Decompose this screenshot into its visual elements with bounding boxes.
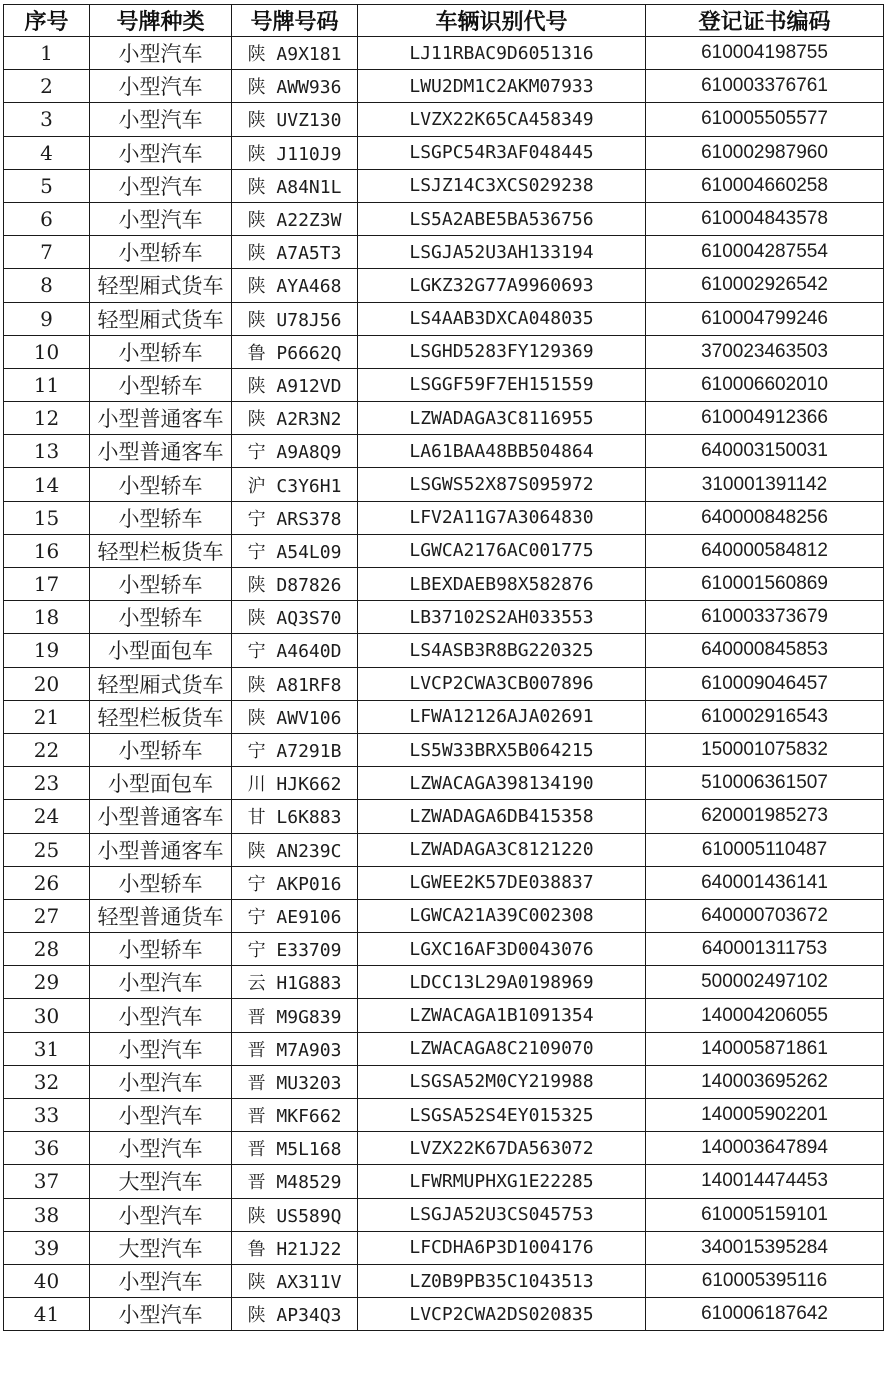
certificate-code-cell: 610002926542 (646, 269, 884, 302)
vin-cell: LB37102S2AH033553 (358, 601, 646, 634)
plate-type-cell: 大型汽车 (90, 1231, 232, 1264)
certificate-code-cell: 610009046457 (646, 667, 884, 700)
certificate-code-cell: 140005871861 (646, 1032, 884, 1065)
plate-type-cell: 小型普通客车 (90, 800, 232, 833)
certificate-code-cell: 610004660258 (646, 169, 884, 202)
plate-number-cell: 陕 A84N1L (232, 169, 358, 202)
plate-type-cell: 小型轿车 (90, 236, 232, 269)
certificate-code-cell: 370023463503 (646, 335, 884, 368)
plate-number-cell: 陕 A22Z3W (232, 202, 358, 235)
vin-cell: LSGPC54R3AF048445 (358, 136, 646, 169)
table-row (4, 866, 884, 899)
vin-cell: LJ11RBAC9D6051316 (358, 37, 646, 70)
serial-number-cell: 14 (4, 468, 90, 501)
table-row (4, 435, 884, 468)
table-row (4, 1165, 884, 1198)
certificate-code-cell: 610006602010 (646, 368, 884, 401)
table-row (4, 1198, 884, 1231)
plate-number-cell: 宁 E33709 (232, 933, 358, 966)
serial-number-cell: 18 (4, 601, 90, 634)
table-row (4, 1132, 884, 1165)
certificate-code-cell: 610003373679 (646, 601, 884, 634)
plate-number-cell: 晋 MU3203 (232, 1065, 358, 1098)
certificate-code-cell: 610002987960 (646, 136, 884, 169)
table-row (4, 634, 884, 667)
plate-number-cell: 宁 A4640D (232, 634, 358, 667)
vin-cell: LGWEE2K57DE038837 (358, 866, 646, 899)
plate-number-cell: 陕 A2R3N2 (232, 402, 358, 435)
vin-cell: LWU2DM1C2AKM07933 (358, 70, 646, 103)
table-row (4, 601, 884, 634)
table-row (4, 999, 884, 1032)
serial-number-cell: 23 (4, 767, 90, 800)
table-row (4, 1264, 884, 1297)
header-certificate-code: 登记证书编码 (646, 5, 884, 37)
plate-type-cell: 小型轿车 (90, 335, 232, 368)
plate-type-cell: 小型轿车 (90, 468, 232, 501)
table-row (4, 37, 884, 70)
vin-cell: LVZX22K67DA563072 (358, 1132, 646, 1165)
table-row (4, 70, 884, 103)
certificate-code-cell: 150001075832 (646, 733, 884, 766)
table-row (4, 1231, 884, 1264)
vin-cell: LS4AAB3DXCA048035 (358, 302, 646, 335)
certificate-code-cell: 140003695262 (646, 1065, 884, 1098)
vin-cell: LFWRMUPHXG1E22285 (358, 1165, 646, 1198)
vin-cell: LFCDHA6P3D1004176 (358, 1231, 646, 1264)
plate-type-cell: 轻型普通货车 (90, 899, 232, 932)
table-row (4, 534, 884, 567)
certificate-code-cell: 640000848256 (646, 501, 884, 534)
header-plate-number: 号牌号码 (232, 5, 358, 37)
plate-number-cell: 云 H1G883 (232, 966, 358, 999)
table-row (4, 700, 884, 733)
plate-number-cell: 陕 D87826 (232, 568, 358, 601)
vin-cell: LSGJA52U3CS045753 (358, 1198, 646, 1231)
plate-type-cell: 小型汽车 (90, 169, 232, 202)
certificate-code-cell: 610003376761 (646, 70, 884, 103)
serial-number-cell: 26 (4, 866, 90, 899)
table-row (4, 568, 884, 601)
vin-cell: LZWADAGA3C8121220 (358, 833, 646, 866)
plate-type-cell: 小型汽车 (90, 999, 232, 1032)
plate-number-cell: 宁 A54L09 (232, 534, 358, 567)
serial-number-cell: 29 (4, 966, 90, 999)
plate-number-cell: 甘 L6K883 (232, 800, 358, 833)
table-row (4, 169, 884, 202)
certificate-code-cell: 610006187642 (646, 1298, 884, 1331)
certificate-code-cell: 610001560869 (646, 568, 884, 601)
plate-type-cell: 小型普通客车 (90, 435, 232, 468)
table-row (4, 933, 884, 966)
plate-type-cell: 轻型厢式货车 (90, 667, 232, 700)
table-row (4, 103, 884, 136)
plate-number-cell: 宁 AKP016 (232, 866, 358, 899)
serial-number-cell: 4 (4, 136, 90, 169)
table-row (4, 202, 884, 235)
vin-cell: LA61BAA48BB504864 (358, 435, 646, 468)
serial-number-cell: 27 (4, 899, 90, 932)
plate-number-cell: 川 HJK662 (232, 767, 358, 800)
plate-type-cell: 小型汽车 (90, 1198, 232, 1231)
serial-number-cell: 41 (4, 1298, 90, 1331)
vin-cell: LVCP2CWA3CB007896 (358, 667, 646, 700)
serial-number-cell: 32 (4, 1065, 90, 1098)
plate-number-cell: 晋 M7A903 (232, 1032, 358, 1065)
certificate-code-cell: 610005395116 (646, 1264, 884, 1297)
vin-cell: LSGSA52M0CY219988 (358, 1065, 646, 1098)
table-row (4, 1298, 884, 1331)
vin-cell: LGKZ32G77A9960693 (358, 269, 646, 302)
plate-number-cell: 陕 AN239C (232, 833, 358, 866)
vin-cell: LBEXDAEB98X582876 (358, 568, 646, 601)
certificate-code-cell: 510006361507 (646, 767, 884, 800)
plate-type-cell: 小型轿车 (90, 501, 232, 534)
plate-type-cell: 小型轿车 (90, 933, 232, 966)
certificate-code-cell: 620001985273 (646, 800, 884, 833)
vin-cell: LSGSA52S4EY015325 (358, 1099, 646, 1132)
plate-type-cell: 小型汽车 (90, 37, 232, 70)
plate-number-cell: 陕 AWW936 (232, 70, 358, 103)
plate-type-cell: 小型轿车 (90, 866, 232, 899)
table-row (4, 402, 884, 435)
serial-number-cell: 39 (4, 1231, 90, 1264)
vin-cell: LDCC13L29A0198969 (358, 966, 646, 999)
vehicle-registration-table (3, 4, 884, 1331)
plate-type-cell: 小型汽车 (90, 1264, 232, 1297)
certificate-code-cell: 140003647894 (646, 1132, 884, 1165)
vin-cell: LSGGF59F7EH151559 (358, 368, 646, 401)
table-row (4, 800, 884, 833)
table-row (4, 1065, 884, 1098)
header-row (4, 5, 884, 37)
certificate-code-cell: 610002916543 (646, 700, 884, 733)
vin-cell: LFV2A11G7A3064830 (358, 501, 646, 534)
plate-number-cell: 陕 AQ3S70 (232, 601, 358, 634)
certificate-code-cell: 610005159101 (646, 1198, 884, 1231)
plate-type-cell: 小型汽车 (90, 1132, 232, 1165)
certificate-code-cell: 610005110487 (646, 833, 884, 866)
plate-number-cell: 宁 A9A8Q9 (232, 435, 358, 468)
certificate-code-cell: 500002497102 (646, 966, 884, 999)
plate-number-cell: 陕 A912VD (232, 368, 358, 401)
table-row (4, 767, 884, 800)
serial-number-cell: 15 (4, 501, 90, 534)
vin-cell: LSJZ14C3XCS029238 (358, 169, 646, 202)
serial-number-cell: 25 (4, 833, 90, 866)
table-row (4, 335, 884, 368)
plate-type-cell: 轻型栏板货车 (90, 700, 232, 733)
plate-type-cell: 小型汽车 (90, 136, 232, 169)
header-plate-type: 号牌种类 (90, 5, 232, 37)
header-vin: 车辆识别代号 (358, 5, 646, 37)
serial-number-cell: 7 (4, 236, 90, 269)
plate-number-cell: 晋 MKF662 (232, 1099, 358, 1132)
plate-type-cell: 小型汽车 (90, 1099, 232, 1132)
plate-type-cell: 轻型栏板货车 (90, 534, 232, 567)
plate-type-cell: 小型轿车 (90, 733, 232, 766)
table-row (4, 368, 884, 401)
certificate-code-cell: 340015395284 (646, 1231, 884, 1264)
plate-number-cell: 陕 UVZ130 (232, 103, 358, 136)
table-row (4, 269, 884, 302)
serial-number-cell: 17 (4, 568, 90, 601)
plate-type-cell: 小型汽车 (90, 966, 232, 999)
serial-number-cell: 31 (4, 1032, 90, 1065)
plate-number-cell: 鲁 P6662Q (232, 335, 358, 368)
table-row (4, 733, 884, 766)
plate-type-cell: 小型汽车 (90, 1065, 232, 1098)
certificate-code-cell: 640000584812 (646, 534, 884, 567)
vin-cell: LZWACAGA1B1091354 (358, 999, 646, 1032)
certificate-code-cell: 140014474453 (646, 1165, 884, 1198)
certificate-code-cell: 140004206055 (646, 999, 884, 1032)
plate-type-cell: 轻型厢式货车 (90, 302, 232, 335)
serial-number-cell: 28 (4, 933, 90, 966)
certificate-code-cell: 640000845853 (646, 634, 884, 667)
serial-number-cell: 24 (4, 800, 90, 833)
certificate-code-cell: 610004198755 (646, 37, 884, 70)
plate-type-cell: 小型轿车 (90, 568, 232, 601)
vin-cell: LS4ASB3R8BG220325 (358, 634, 646, 667)
certificate-code-cell: 310001391142 (646, 468, 884, 501)
plate-number-cell: 陕 AYA468 (232, 269, 358, 302)
table-row (4, 468, 884, 501)
serial-number-cell: 3 (4, 103, 90, 136)
table-row (4, 501, 884, 534)
certificate-code-cell: 640001311753 (646, 933, 884, 966)
certificate-code-cell: 610004799246 (646, 302, 884, 335)
plate-type-cell: 小型汽车 (90, 202, 232, 235)
certificate-code-cell: 640001436141 (646, 866, 884, 899)
vin-cell: LSGJA52U3AH133194 (358, 236, 646, 269)
plate-number-cell: 陕 J110J9 (232, 136, 358, 169)
vin-cell: LFWA12126AJA02691 (358, 700, 646, 733)
plate-number-cell: 宁 ARS378 (232, 501, 358, 534)
certificate-code-cell: 640000703672 (646, 899, 884, 932)
plate-number-cell: 陕 A7A5T3 (232, 236, 358, 269)
table-row (4, 1032, 884, 1065)
vin-cell: LS5A2ABE5BA536756 (358, 202, 646, 235)
serial-number-cell: 36 (4, 1132, 90, 1165)
serial-number-cell: 20 (4, 667, 90, 700)
plate-number-cell: 沪 C3Y6H1 (232, 468, 358, 501)
serial-number-cell: 19 (4, 634, 90, 667)
plate-number-cell: 陕 AWV106 (232, 700, 358, 733)
plate-number-cell: 晋 M5L168 (232, 1132, 358, 1165)
plate-type-cell: 小型普通客车 (90, 833, 232, 866)
plate-number-cell: 陕 A9X181 (232, 37, 358, 70)
serial-number-cell: 16 (4, 534, 90, 567)
vin-cell: LZWADAGA6DB415358 (358, 800, 646, 833)
plate-type-cell: 小型面包车 (90, 634, 232, 667)
vin-cell: LZWACAGA398134190 (358, 767, 646, 800)
serial-number-cell: 12 (4, 402, 90, 435)
serial-number-cell: 6 (4, 202, 90, 235)
plate-type-cell: 小型汽车 (90, 1298, 232, 1331)
certificate-code-cell: 610004912366 (646, 402, 884, 435)
table-row (4, 1099, 884, 1132)
vin-cell: LSGHD5283FY129369 (358, 335, 646, 368)
table-header (4, 5, 884, 37)
certificate-code-cell: 610004287554 (646, 236, 884, 269)
certificate-code-cell: 610005505577 (646, 103, 884, 136)
serial-number-cell: 1 (4, 37, 90, 70)
vin-cell: LVCP2CWA2DS020835 (358, 1298, 646, 1331)
certificate-code-cell: 610004843578 (646, 202, 884, 235)
serial-number-cell: 37 (4, 1165, 90, 1198)
plate-type-cell: 小型普通客车 (90, 402, 232, 435)
serial-number-cell: 38 (4, 1198, 90, 1231)
plate-number-cell: 陕 US589Q (232, 1198, 358, 1231)
serial-number-cell: 10 (4, 335, 90, 368)
plate-number-cell: 宁 A7291B (232, 733, 358, 766)
serial-number-cell: 5 (4, 169, 90, 202)
plate-number-cell: 陕 A81RF8 (232, 667, 358, 700)
serial-number-cell: 21 (4, 700, 90, 733)
vin-cell: LSGWS52X87S095972 (358, 468, 646, 501)
table-row (4, 667, 884, 700)
plate-type-cell: 轻型厢式货车 (90, 269, 232, 302)
table-row (4, 302, 884, 335)
plate-number-cell: 晋 M9G839 (232, 999, 358, 1032)
certificate-code-cell: 640003150031 (646, 435, 884, 468)
plate-number-cell: 宁 AE9106 (232, 899, 358, 932)
plate-number-cell: 陕 U78J56 (232, 302, 358, 335)
vin-cell: LGXC16AF3D0043076 (358, 933, 646, 966)
plate-number-cell: 晋 M48529 (232, 1165, 358, 1198)
serial-number-cell: 33 (4, 1099, 90, 1132)
plate-type-cell: 小型汽车 (90, 103, 232, 136)
serial-number-cell: 11 (4, 368, 90, 401)
table-body (4, 37, 884, 1331)
table-row (4, 236, 884, 269)
header-serial-number: 序号 (4, 5, 90, 37)
table-row (4, 899, 884, 932)
vin-cell: LGWCA2176AC001775 (358, 534, 646, 567)
plate-type-cell: 小型汽车 (90, 70, 232, 103)
plate-number-cell: 鲁 H21J22 (232, 1231, 358, 1264)
plate-number-cell: 陕 AP34Q3 (232, 1298, 358, 1331)
vin-cell: LVZX22K65CA458349 (358, 103, 646, 136)
serial-number-cell: 9 (4, 302, 90, 335)
serial-number-cell: 30 (4, 999, 90, 1032)
serial-number-cell: 22 (4, 733, 90, 766)
plate-type-cell: 小型汽车 (90, 1032, 232, 1065)
serial-number-cell: 2 (4, 70, 90, 103)
certificate-code-cell: 140005902201 (646, 1099, 884, 1132)
table-row (4, 966, 884, 999)
vin-cell: LZ0B9PB35C1043513 (358, 1264, 646, 1297)
vin-cell: LZWADAGA3C8116955 (358, 402, 646, 435)
plate-type-cell: 大型汽车 (90, 1165, 232, 1198)
vin-cell: LS5W33BRX5B064215 (358, 733, 646, 766)
table-row (4, 136, 884, 169)
vin-cell: LZWACAGA8C2109070 (358, 1032, 646, 1065)
serial-number-cell: 13 (4, 435, 90, 468)
serial-number-cell: 40 (4, 1264, 90, 1297)
plate-number-cell: 陕 AX311V (232, 1264, 358, 1297)
plate-type-cell: 小型面包车 (90, 767, 232, 800)
serial-number-cell: 8 (4, 269, 90, 302)
vin-cell: LGWCA21A39C002308 (358, 899, 646, 932)
plate-type-cell: 小型轿车 (90, 601, 232, 634)
plate-type-cell: 小型轿车 (90, 368, 232, 401)
table-row (4, 833, 884, 866)
